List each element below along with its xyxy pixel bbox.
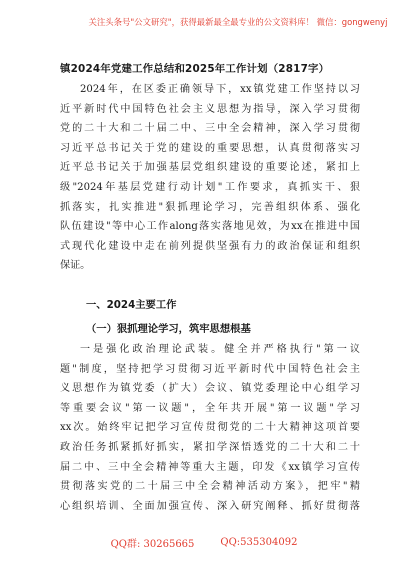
text-line: 近平新时代中国特色社会主义思想为指导，深入学习贯彻 (60, 103, 360, 115)
text-line: 近平总书记关于加强基层党组织建设的重要论述，紧扣上 (60, 162, 360, 174)
text-line: 习近平总书记关于党的建设的重要思想，认真贯彻落实习 (60, 142, 360, 154)
text-line: 心组织培训、全面加强宣传、深入研究阐释、抓好贯彻落 (60, 500, 360, 512)
header-banner: 关注头条号"公文研究"，获得最新最全最专业的公文资料库！ 微信：gongwenyj (88, 17, 388, 27)
text-line: 抓落实，扎实推进"狠抓理论学习，完善组织体系、强化 (60, 201, 360, 213)
text-line: 2024年，在区委正确领导下，xx镇党建工作坚持以习 (80, 84, 360, 95)
text-line: 级"2024年基层党建行动计划"工作要求，真抓实干、狠 (60, 181, 360, 193)
text-line: xx次。始终牢记把学习宣传贯彻党的二十大精神这项首要 (60, 422, 360, 434)
text-line: 一是强化政治理论武装。健全并严格执行"第一议 (80, 344, 360, 355)
subsection-heading: （一）狠抓理论学习，筑牢思想根基 (86, 323, 251, 335)
text-line: 贯彻落实党的二十届三中全会精神活动方案》，把牢"精 (60, 481, 360, 493)
body-paragraph (60, 340, 360, 516)
text-line: 义思想作为镇党委（扩大）会议、镇党委理论中心组学习 (60, 383, 360, 395)
text-line: 保证。 (60, 260, 91, 272)
text-line: 式现代化建设中走在前列提供坚强有力的政治保证和组织 (60, 240, 360, 252)
footer-contact (0, 530, 408, 554)
text-line: 等重要会议"第一议题"，全年共开展"第一议题"学习 (60, 402, 360, 414)
text-line: 题"制度，坚持把学习贯彻习近平新时代中国特色社会主 (60, 363, 360, 375)
text-line: 政治任务抓紧抓好抓实，紧扣学深悟透党的二十大和二十 (60, 441, 360, 453)
text-line: 队伍建设"等中心工作along落实落地见效，为xx在推进中国 (60, 221, 360, 233)
intro-paragraph (60, 80, 360, 276)
section-heading: 一、2024主要工作 (86, 299, 177, 311)
text-line: 党的二十大和二十届二中、三中全会精神，深入学习贯彻 (60, 123, 360, 135)
document-title: 镇2024年党建工作总结和2025年工作计划（2817字） (60, 63, 330, 75)
qq-number: QQ:535304092 (220, 536, 298, 548)
text-line: 届二中、三中全会精神等重大主题，印发《xx镇学习宣传 (60, 461, 360, 473)
qq-group-number: QQ群: 30265665 (110, 538, 195, 550)
